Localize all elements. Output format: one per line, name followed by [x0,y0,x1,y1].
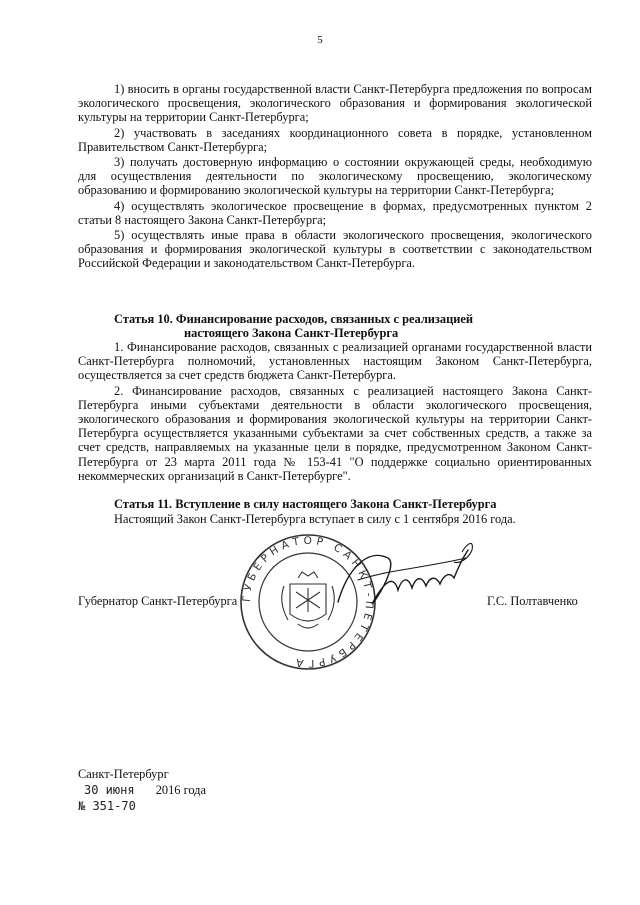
signatory-name: Г.С. Полтавченко [487,594,578,608]
list-item: 3) получать достоверную информацию о состоянии окружающей среды, необходимую для осуществления деятельности по экологическому просвещению, экологическому образованию и формированию экологической культуры на территории Санкт-Петербурга; [78,155,592,198]
page-number: 5 [317,34,323,46]
article-11-body [78,512,592,527]
article-11-text: Настоящий Закон Санкт-Петербурга вступает в силу с 1 сентября 2016 года. [114,512,516,526]
handwritten-signature [328,528,478,618]
list-item: 5) осуществлять иные права в области экологического просвещения, экологического образования и формирования экологической культуры в соответствии с законодательством Российской Федерации и законодательством Санкт-Петербурга. [78,228,592,271]
article-10-paragraph-1: 1. Финансирование расходов, связанных с реализацией органами государственной власти Санкт-Петербурга полномочий, установленных настоящим Законом Санкт-Петербурга, осуществляется за счет средств бюджета Санкт-Петербурга. [78,340,592,383]
rights-list [78,82,592,272]
article-10-paragraph-2: 2. Финансирование расходов, связанных с реализацией настоящего Закона Санкт-Петербурга иными субъектами деятельности в области экологического просвещения, экологического образования и формирования экологической культуры на территории Санкт-Петербурга осуществляется указанными субъектами за счет собственных средств, а также за счет средств, направляемых на указанные цели в порядке, предусмотренном Законом Санкт-Петербурга от 23 марта 2011 года № 153-41 "О поддержке социально ориентированных некоммерческих организаций в Санкт-Петербурге". [78,383,592,483]
law-number: № 351-70 [78,799,136,813]
article-10-heading [78,312,592,340]
article-10-body [78,340,592,484]
list-item: 2) участвовать в заседаниях координационного совета в порядке, установленном Правительством Санкт-Петербурга; [78,125,592,154]
footer-city: Санкт-Петербург [78,767,169,781]
signatory-position: Губернатор Санкт-Петербурга [78,594,238,608]
footer-date-day-month: 30 июня [84,783,135,797]
article-10-title-line2: настоящего Закона Санкт-Петербурга [184,326,399,341]
list-item: 4) осуществлять экологическое просвещение в формах, предусмотренных пунктом 2 статьи 8 настоящего Закона Санкт-Петербурга; [78,198,592,227]
footer-law-number [78,799,136,813]
list-item: 1) вносить в органы государственной власти Санкт-Петербурга предложения по вопросам экологического просвещения, экологического образования и формирования экологической культуры на территории Санкт-Петербурга; [78,82,592,125]
article-11-title: Статья 11. Вступление в силу настоящего Закона Санкт-Петербурга [114,497,497,511]
article-11-heading [78,497,592,511]
svg-text:ГУБЕРНАТОР САНКТ-ПЕТЕРБУРГА: ГУБЕРНАТОР САНКТ-ПЕТЕРБУРГА [240,534,376,670]
footer-date-year: 2016 года [155,783,206,797]
footer-date [78,783,206,797]
article-10-title-line1: Статья 10. Финансирование расходов, связанных с реализацией [114,312,474,326]
